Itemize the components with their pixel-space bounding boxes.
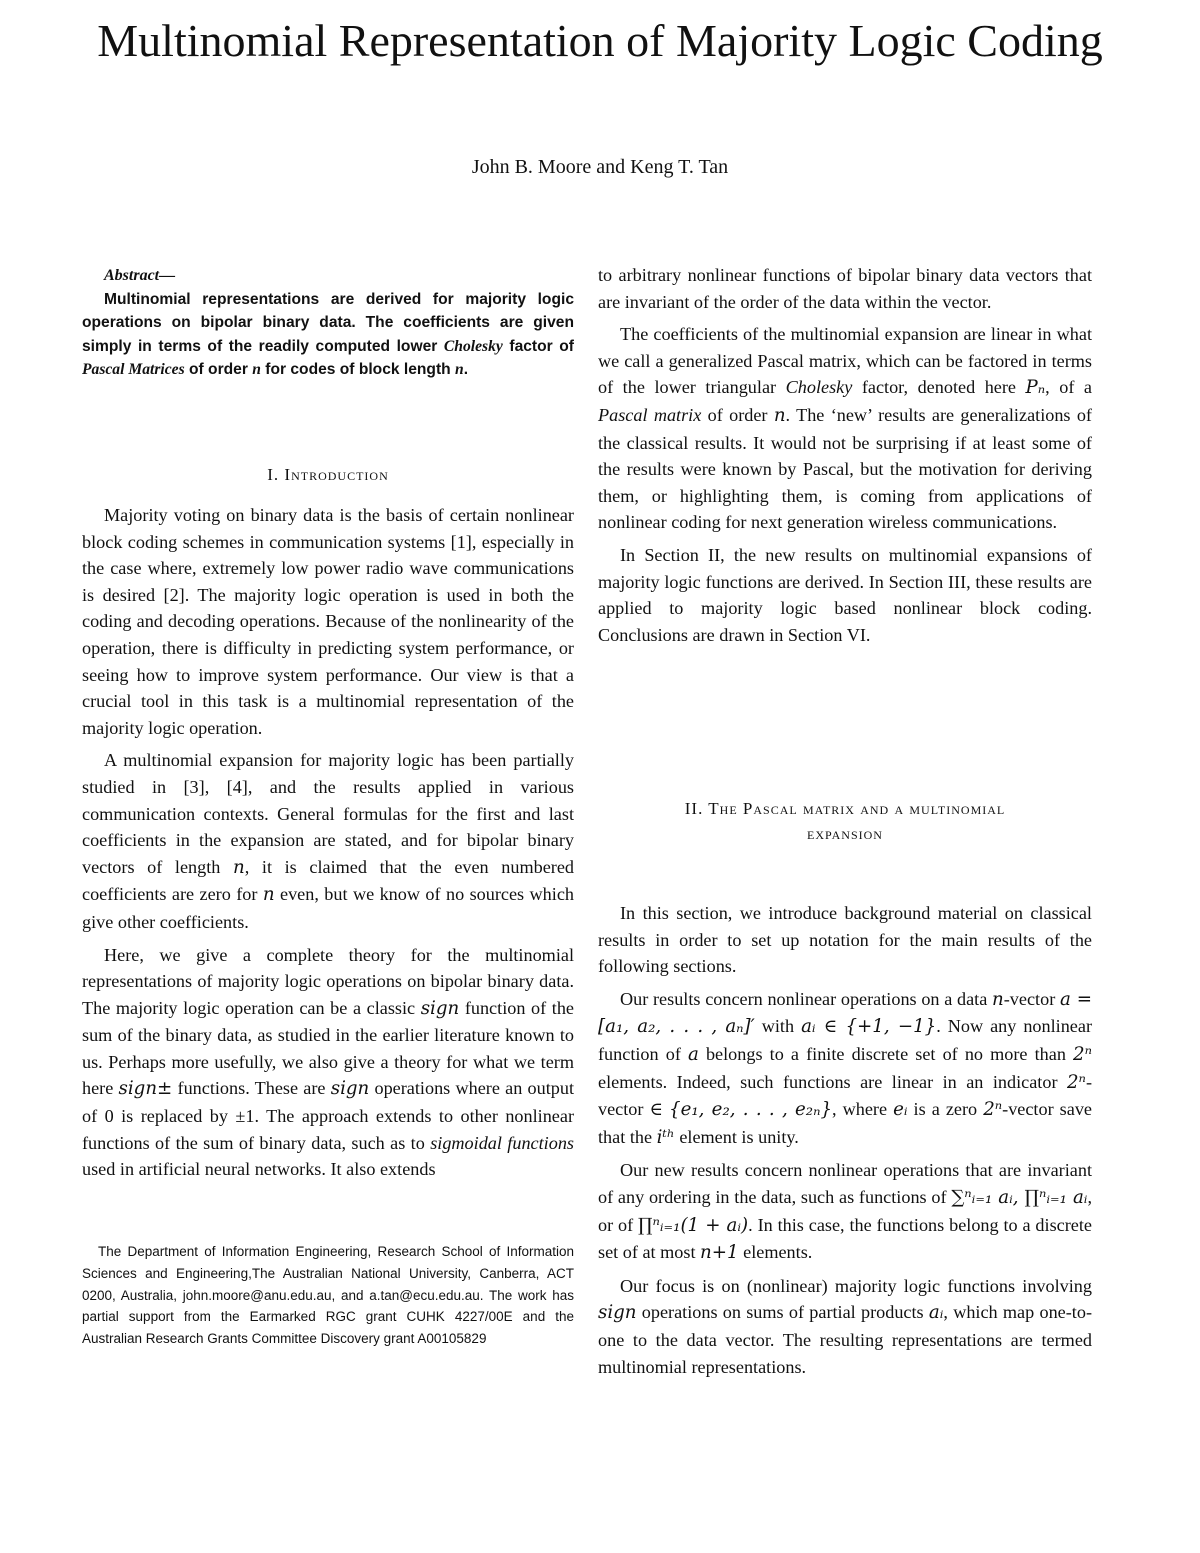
footnote-affiliation: The Department of Information Engineering, Research School of Information Sciences and Engineering,The Australian National University, Canberra, ACT 0200, Australia, john.moore@anu.edu.au, and a.tan@ecu.edu.au. The work has partial support from the Earmarked RGC grant CUHK 4227/00E and the Australian Research Grants Committee Discovery grant A00105829 — [82, 1244, 574, 1347]
abstract — [82, 264, 574, 382]
abstract-term-pascal: Pascal Matrices — [82, 361, 185, 378]
abstract-term-cholesky: Cholesky — [443, 337, 503, 355]
right-column-top — [598, 262, 1092, 654]
section-heading-pascal: II. The Pascal matrix and a multinomial expansion — [684, 799, 1006, 843]
intro-paragraph-5: In Section II, the new results on multinomial expansions of majority logic functions are derived. In Section III, these results are applied to majority logic based nonlinear block coding. Conclusions are drawn in Section VI. — [598, 544, 1092, 645]
sec2-paragraph-2: Our results concern nonlinear operations on a data n-vector a = [a₁, a₂, . . . , aₙ]′ with aᵢ ∈ {+1, −1}. Now any nonlinear function of a belongs to a finite discrete set of no more than 2ⁿ elements. Indeed, such functions are linear in an indicator 2ⁿ-vector ∈ {e₁, e₂, . . . , e₂ₙ}, where eᵢ is a zero 2ⁿ-vector save that the iᵗʰ element is unity. — [598, 988, 1093, 1148]
section-heading-introduction: I. Introduction — [267, 465, 389, 484]
left-column — [82, 462, 574, 1189]
sec2-paragraph-3: Our new results concern nonlinear operations that are invariant of any ordering in the data, such as functions of ∑ⁿᵢ₌₁ aᵢ, ∏ⁿᵢ₌₁ aᵢ, or of ∏ⁿᵢ₌₁(1 + aᵢ). In this case, the functions belong to a discrete set of at most n+1 elements. — [598, 1160, 1092, 1264]
intro-continuation: to arbitrary nonlinear functions of bipolar binary data vectors that are invariant of the order of the data within the vector. — [598, 265, 1092, 312]
abstract-body: Multinomial representations are derived for majority logic operations on bipolar binary data. The coefficients are given simply in terms of the readily computed lower Cholesky factor of Pascal Matrices of order n for codes of block length n. — [82, 290, 574, 378]
right-column-section-2 — [598, 796, 1092, 1386]
intro-paragraph-4: The coefficients of the multinomial expansion are linear in what we call a generalized Pascal matrix, which can be factored in terms of the lower triangular Cholesky factor, denoted here Pₙ, of a Pascal matrix of order n. The ‘new’ results are generalizations of the classical results. It would not be surprising if at least some of the results were known by Pascal, but the motivation for deriving them, or highlighting them, is coming from applications of nonlinear coding for next generation wireless communications. — [598, 324, 1092, 533]
intro-paragraph-3: Here, we give a complete theory for the multinomial representations of majority logic operations on bipolar binary data. The majority logic operation can be a classic sign function of the sum of the binary data, as studied in the earlier literature known to us. Perhaps more usefully, we also give a theory for what we term here sign± functions. These are sign operations where an output of 0 is replaced by ±1. The approach extends to other nonlinear functions of the sum of binary data, such as to sigmoidal functions used in artificial neural networks. It also extends — [82, 944, 574, 1180]
abstract-label: Abstract— — [104, 267, 176, 284]
intro-paragraph-2: A multinomial expansion for majority logic has been partially studied in [3], [4], and the results applied in various communication contexts. General formulas for the first and last coefficients in the expansion are stated, and for bipolar binary vectors of length n, it is claimed that the even numbered coefficients are zero for n even, but we know of no sources which give other coefficients. — [82, 750, 574, 932]
paper-title: Multinomial Representation of Majority Logic Coding — [97, 15, 1103, 66]
sec2-paragraph-4: Our focus is on (nonlinear) majority logic functions involving sign operations on sums of partial products aᵢ, which map one-to-one to the data vector. The resulting representations are termed multinomial representations. — [598, 1275, 1092, 1377]
sec2-paragraph-1: In this section, we introduce background material on classical results in order to set up notation for the main results of the following sections. — [598, 903, 1092, 977]
intro-paragraph-1: Majority voting on binary data is the basis of certain nonlinear block coding schemes in communication systems [1], especially in the case where, extremely low power radio wave communications is desired [2]. The majority logic operation is used in both the coding and decoding operations. Because of the nonlinearity of the operation, there is difficulty in predicting system performance, or seeing how to improve system performance. Our view is that a crucial tool in this task is a multinomial representation of the majority logic operation. — [82, 505, 574, 738]
paper-authors: John B. Moore and Keng T. Tan — [471, 156, 729, 178]
